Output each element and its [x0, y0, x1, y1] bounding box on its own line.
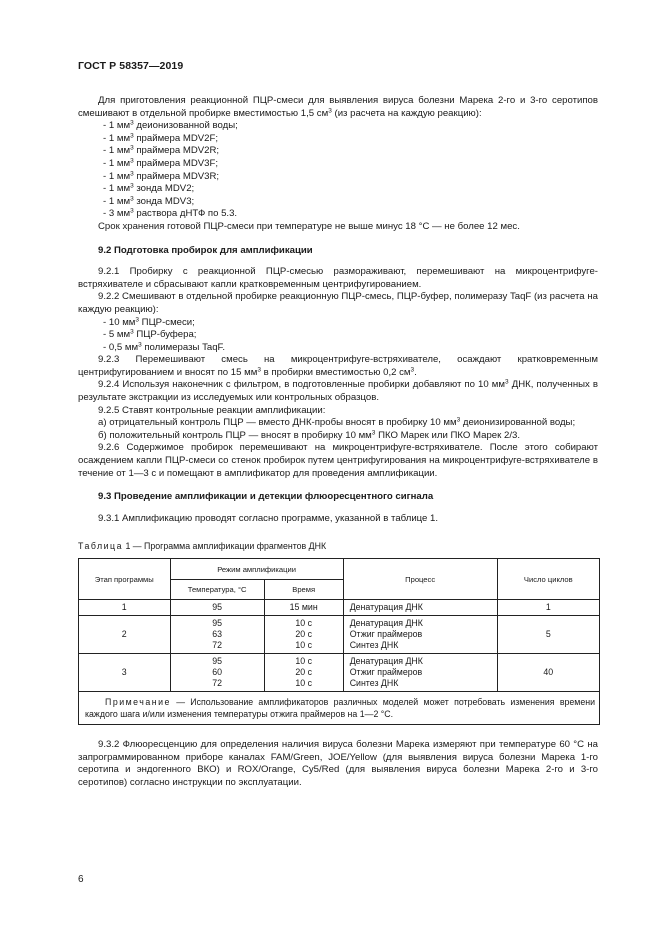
list-item-text: - 0,5 мм — [103, 341, 139, 353]
text: деионизированной воды; — [460, 417, 576, 429]
cell-process-line: Денатурация ДНК — [349, 618, 423, 628]
table-note-word: Примечание — [105, 697, 171, 707]
cell-process-line: Отжиг праймеров — [349, 629, 423, 639]
cell-time-line: 10 с — [295, 656, 313, 666]
list-item-text: ПЦР-буфера; — [133, 329, 197, 341]
cell-time-line: 15 мин — [289, 602, 318, 612]
text: 9.2.4 Используя наконечник с фильтром, в подготовленные пробирки добавляют по 10 мм — [98, 379, 505, 391]
paragraph-9-3-1: 9.3.1 Амплификацию проводят согласно программе, указанной в таблице 1. — [98, 512, 439, 524]
list-item — [78, 145, 598, 158]
mix-list — [78, 317, 598, 355]
text: ПКО Марек или ПКО Марек 2/3. — [375, 429, 521, 441]
list-item-text: праймера MDV3R; — [133, 170, 220, 182]
cell-cycles: 40 — [497, 654, 599, 692]
cell-stage: 3 — [79, 654, 171, 692]
superscript: 3 — [328, 107, 332, 115]
list-item — [78, 183, 598, 196]
table-row — [79, 616, 600, 654]
table-caption-text: 1 — Программа амплификации фрагментов ДНК — [123, 541, 327, 552]
list-item-text: - 1 мм — [103, 120, 131, 132]
list-item — [78, 196, 598, 209]
superscript: 3 — [130, 144, 134, 152]
list-item-text: праймера MDV2F; — [133, 132, 219, 144]
list-item — [78, 171, 598, 184]
cell-time — [264, 616, 343, 654]
cell-temperature-line: 63 — [212, 629, 222, 639]
list-item-text: - 1 мм — [103, 195, 131, 207]
text: в пробирки вместимостью 0,2 см — [260, 366, 411, 378]
list-item — [78, 133, 598, 146]
superscript: 3 — [130, 328, 134, 336]
list-item — [78, 158, 598, 171]
cell-temperature-line: 60 — [212, 667, 222, 677]
list-item-text: ПЦР-смеси; — [139, 316, 195, 328]
reagent-list — [78, 120, 598, 221]
text: 9.2.3 Перемешивают смесь на микроцентрифуге-встряхивателе, осаждают кратковременным центрифугированием и вносят по 15 мм — [78, 354, 598, 378]
paragraph-9-2-5-b — [78, 430, 598, 443]
header-cycles: Число циклов — [497, 559, 599, 600]
section-title-9-3: 9.3 Проведение амплификации и детекции флюоресцентного сигнала — [98, 491, 434, 503]
amplification-table — [78, 558, 600, 725]
list-item-text: - 1 мм — [103, 157, 131, 169]
cell-time-line: 20 с — [295, 667, 313, 677]
paragraph-9-3-2: 9.3.2 Флюоресценцию для определения наличия вируса болезни Марека измеряют при температуре 60 °С на запрограммированном приборе каналах FAM/Green, JOE/Yellow (для выявления вируса болезни Марека 1-го серотипа и эндогенного ВКО) и ROX/Orange, Cy5/Red (для выявления вируса болезни Марека 2-го и 3-го серотипов) согласно инструкции по эксплуатации. — [78, 739, 598, 788]
list-item — [78, 329, 598, 342]
superscript: 3 — [257, 366, 261, 374]
cell-process-line: Денатурация ДНК — [349, 602, 423, 612]
superscript: 3 — [505, 378, 509, 386]
text: . — [414, 366, 417, 378]
header-time: Время — [264, 580, 343, 600]
header-mode: Режим амплификации — [170, 559, 343, 580]
cell-time-line: 10 с — [295, 640, 313, 650]
paragraph-9-2-5-a — [78, 417, 598, 430]
cell-process-line: Денатурация ДНК — [349, 656, 423, 666]
cell-process-line: Синтез ДНК — [349, 678, 399, 688]
paragraph-9-2-4 — [78, 379, 598, 404]
list-item — [78, 342, 598, 355]
cell-cycles: 1 — [497, 600, 599, 616]
list-item — [78, 120, 598, 133]
intro-text: Для приготовления реакционной ПЦР-смеси для выявления вируса болезни Марека 2-го и 3-го серотипов смешивают в отдельной пробирке вместимостью 1,5 см — [78, 95, 598, 119]
cell-time — [264, 654, 343, 692]
table-note-text: — Использование амплификаторов различных моделей может потребовать изменения времени каждого шага и/или изменения температуры отжига праймеров на 1—2 °С. — [85, 697, 595, 719]
paragraph-9-2-1: 9.2.1 Пробирку с реакционной ПЦР-смесью размораживают, перемешивают на микроцентрифуге-встряхивателе и сбрасывают капли кратковременным центрифугированием. — [78, 266, 598, 290]
paragraph-9-2-5: 9.2.5 Ставят контрольные реакции амплификации: — [98, 404, 326, 416]
list-item — [78, 317, 598, 330]
list-item-text: - 5 мм — [103, 329, 131, 341]
superscript: 3 — [138, 341, 142, 349]
superscript: 3 — [135, 316, 140, 323]
list-item-text: - 3 мм — [103, 208, 131, 220]
list-item-text: - 1 мм — [103, 170, 131, 182]
table-row — [79, 654, 600, 692]
paragraph-9-2-2: 9.2.2 Смешивают в отдельной пробирке реакционную ПЦР-смесь, ПЦР-буфер, полимеразу TaqF (из расчета на каждую реакцию): — [78, 291, 598, 315]
text: ДНК, полученных в результате экстракции из исследуемых или контрольных образцов. — [78, 379, 598, 404]
intro-text-tail: (из расчета на каждую реакцию): — [331, 107, 482, 119]
header-process: Процесс — [343, 559, 497, 600]
list-item — [78, 208, 598, 221]
cell-process — [343, 616, 497, 654]
cell-process — [343, 600, 497, 616]
section-title-9-2: 9.2 Подготовка пробирок для амплификации — [98, 244, 313, 256]
cell-temperature-line: 95 — [212, 618, 222, 628]
table-caption-word: Таблица — [78, 541, 123, 552]
cell-temperature — [170, 654, 264, 692]
superscript: 3 — [130, 207, 134, 215]
cell-time-line: 10 с — [295, 618, 313, 628]
table-row — [79, 600, 600, 616]
paragraph-9-2-3 — [78, 354, 598, 379]
header-stage: Этап программы — [79, 559, 171, 600]
list-item-text: - 1 мм — [103, 145, 131, 157]
list-item-text: - 1 мм — [103, 132, 131, 144]
table-caption — [78, 540, 598, 553]
cell-process-line: Синтез ДНК — [349, 640, 399, 650]
superscript: 3 — [371, 429, 376, 437]
list-item-text: раствора дНТФ по 5.3. — [133, 208, 238, 220]
paragraph-9-2-6: 9.2.6 Содержимое пробирок перемешивают на микроцентрифуге-встряхивателе. После этого собирают осаждением капли ПЦР-смеси со стенок пробирок путем центрифугирования на микроцентрифуге-встряхивателе в течение от 1—3 с и помещают в амплификатор для проведения амплификации. — [78, 442, 598, 479]
page-number: 6 — [78, 874, 84, 885]
cell-temperature — [170, 600, 264, 616]
list-item-text: - 1 мм — [103, 183, 131, 195]
list-item-text: праймера MDV2R; — [133, 145, 220, 157]
table-note — [79, 692, 600, 725]
cell-cycles: 5 — [497, 616, 599, 654]
cell-process — [343, 654, 497, 692]
cell-time-line: 10 с — [295, 678, 313, 688]
list-item-text: праймера MDV3F; — [133, 157, 219, 169]
list-item-text: полимеразы TaqF. — [141, 341, 226, 353]
superscript: 3 — [130, 119, 134, 127]
cell-temperature-line: 95 — [212, 602, 222, 612]
list-item-text: - 10 мм — [103, 316, 136, 328]
superscript: 3 — [130, 157, 134, 165]
superscript: 3 — [410, 366, 415, 374]
superscript: 3 — [130, 182, 134, 190]
list-item-text: зонда MDV3; — [133, 195, 195, 207]
cell-temperature-line: 72 — [212, 678, 222, 688]
header-temperature: Температура, °С — [170, 580, 264, 600]
superscript: 3 — [130, 195, 134, 203]
page-content — [78, 95, 598, 789]
intro-paragraph — [78, 95, 598, 120]
list-item-text: зонда MDV2; — [133, 183, 195, 195]
cell-temperature-line: 72 — [212, 640, 222, 650]
superscript: 3 — [130, 132, 134, 140]
cell-time — [264, 600, 343, 616]
cell-temperature — [170, 616, 264, 654]
text: б) положительный контроль ПЦР — вносят в пробирку 10 мм — [98, 429, 372, 441]
cell-time-line: 20 с — [295, 629, 313, 639]
document-header: ГОСТ Р 58357—2019 — [78, 60, 184, 72]
cell-stage: 2 — [79, 616, 171, 654]
storage-paragraph: Срок хранения готовой ПЦР-смеси при температуре не выше минус 18 °С — не более 12 мес. — [98, 220, 520, 232]
text: а) отрицательный контроль ПЦР — вместо ДНК-пробы вносят в пробирку 10 мм — [98, 417, 457, 429]
cell-temperature-line: 95 — [212, 656, 222, 666]
cell-process-line: Отжиг праймеров — [349, 667, 423, 677]
superscript: 3 — [456, 416, 461, 424]
superscript: 3 — [130, 170, 134, 178]
list-item-text: деионизованной воды; — [133, 120, 238, 132]
cell-stage: 1 — [79, 600, 171, 616]
table-body — [79, 600, 600, 692]
